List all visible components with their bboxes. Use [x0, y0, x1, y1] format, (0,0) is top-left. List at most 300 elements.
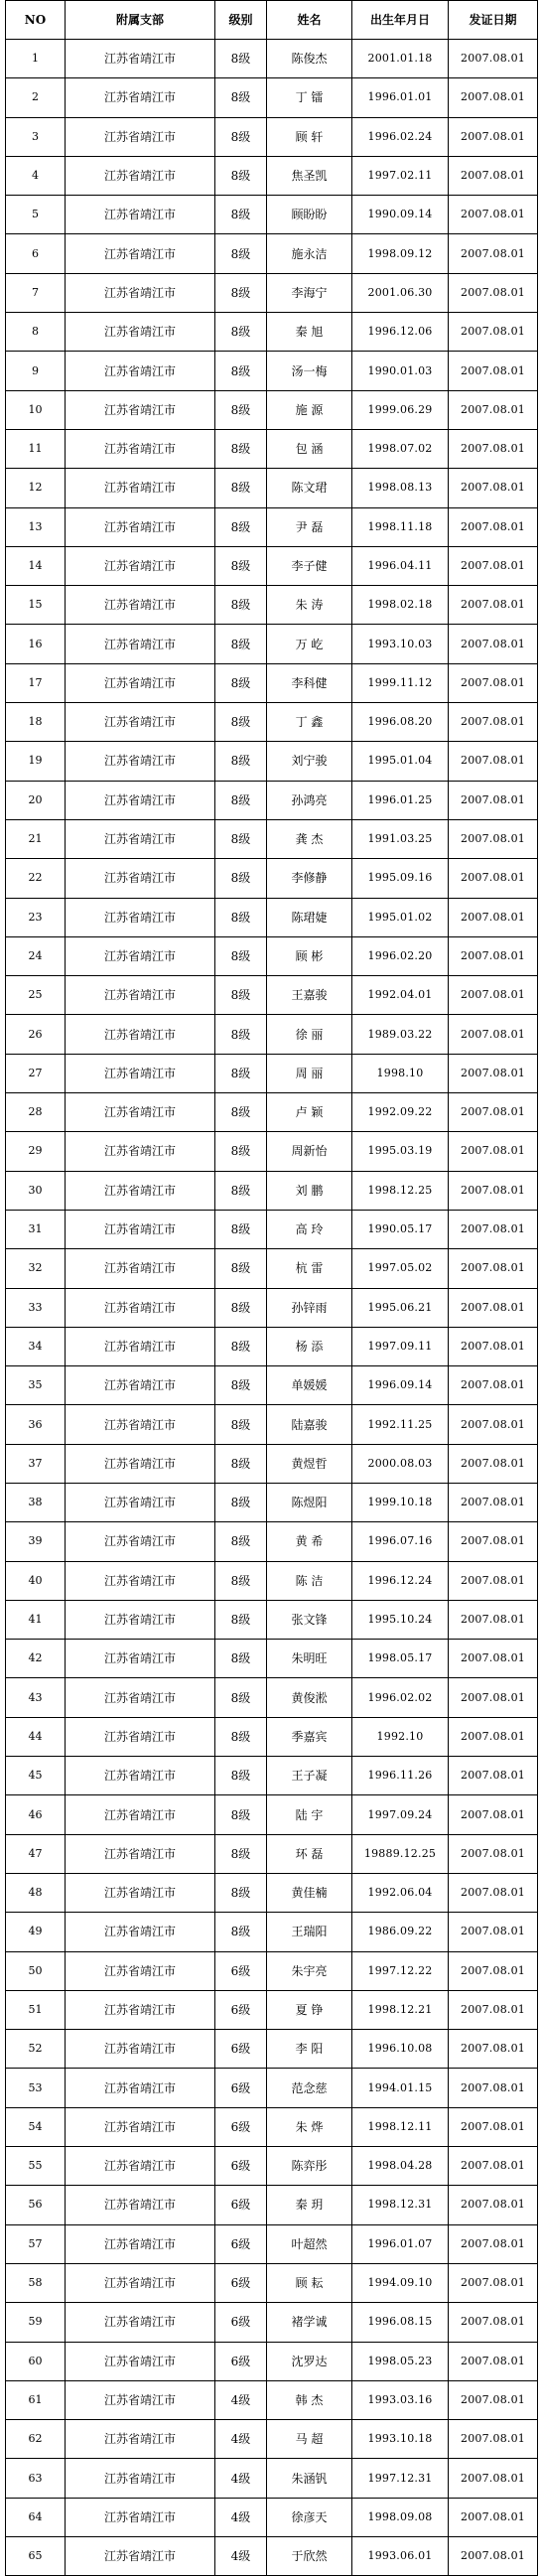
cell-name: 顾盼盼 [267, 196, 352, 234]
table-row [6, 703, 538, 742]
cell-issue-date: 2007.08.01 [449, 859, 538, 898]
cell-issue-date: 2007.08.01 [449, 898, 538, 936]
cell-birthdate: 2000.08.03 [352, 1444, 449, 1483]
cell-branch: 江苏省靖江市 [66, 2186, 215, 2224]
table-row [6, 1913, 538, 1951]
cell-no: 55 [6, 2147, 66, 2186]
header-no: NO [6, 1, 66, 40]
table-row [6, 742, 538, 781]
cell-branch: 江苏省靖江市 [66, 1171, 215, 1210]
cell-branch: 江苏省靖江市 [66, 2537, 215, 2576]
cell-level: 8级 [215, 1600, 267, 1639]
cell-birthdate: 1994.01.15 [352, 2069, 449, 2107]
cell-issue-date: 2007.08.01 [449, 507, 538, 546]
table-row [6, 1990, 538, 2029]
cell-name: 王瑞阳 [267, 1913, 352, 1951]
cell-birthdate: 1998.10 [352, 1054, 449, 1092]
cell-name: 李 阳 [267, 2030, 352, 2069]
cell-issue-date: 2007.08.01 [449, 1522, 538, 1561]
cell-level: 8级 [215, 1132, 267, 1171]
cell-name: 陆嘉骏 [267, 1405, 352, 1444]
cell-branch: 江苏省靖江市 [66, 2030, 215, 2069]
cell-branch: 江苏省靖江市 [66, 742, 215, 781]
cell-name: 朱宇亮 [267, 1951, 352, 1990]
cell-birthdate: 1996.07.16 [352, 1522, 449, 1561]
cell-level: 8级 [215, 1522, 267, 1561]
cell-level: 8级 [215, 859, 267, 898]
cell-birthdate: 1998.12.21 [352, 1990, 449, 2029]
cell-name: 徐彦天 [267, 2498, 352, 2536]
table-row [6, 2069, 538, 2107]
cell-no: 35 [6, 1366, 66, 1405]
cell-issue-date: 2007.08.01 [449, 546, 538, 585]
cell-issue-date: 2007.08.01 [449, 2537, 538, 2576]
cell-birthdate: 1997.12.22 [352, 1951, 449, 1990]
cell-level: 8级 [215, 429, 267, 468]
cell-level: 8级 [215, 507, 267, 546]
cell-birthdate: 1996.12.24 [352, 1561, 449, 1600]
cell-no: 46 [6, 1795, 66, 1834]
cell-name: 孙锌雨 [267, 1288, 352, 1327]
cell-issue-date: 2007.08.01 [449, 703, 538, 742]
cell-issue-date: 2007.08.01 [449, 1210, 538, 1248]
cell-branch: 江苏省靖江市 [66, 2420, 215, 2459]
cell-branch: 江苏省靖江市 [66, 703, 215, 742]
cell-branch: 江苏省靖江市 [66, 546, 215, 585]
table-row [6, 469, 538, 507]
cell-no: 39 [6, 1522, 66, 1561]
cell-birthdate: 1992.11.25 [352, 1405, 449, 1444]
certificate-roster-table [5, 0, 538, 2576]
cell-name: 包 涵 [267, 429, 352, 468]
table-row [6, 507, 538, 546]
cell-birthdate: 1994.09.10 [352, 2263, 449, 2302]
cell-branch: 江苏省靖江市 [66, 1132, 215, 1171]
cell-no: 50 [6, 1951, 66, 1990]
table-row [6, 313, 538, 352]
cell-level: 8级 [215, 40, 267, 78]
cell-name: 李子健 [267, 546, 352, 585]
cell-issue-date: 2007.08.01 [449, 1834, 538, 1873]
cell-no: 60 [6, 2342, 66, 2380]
cell-name: 焦圣凯 [267, 156, 352, 195]
cell-no: 34 [6, 1327, 66, 1365]
cell-name: 顾 彬 [267, 936, 352, 975]
cell-branch: 江苏省靖江市 [66, 625, 215, 663]
cell-name: 杭 雷 [267, 1249, 352, 1288]
cell-name: 顾 轩 [267, 117, 352, 156]
cell-level: 8级 [215, 742, 267, 781]
cell-issue-date: 2007.08.01 [449, 819, 538, 858]
table-row [6, 1171, 538, 1210]
table-row [6, 78, 538, 117]
cell-level: 4级 [215, 2498, 267, 2536]
cell-birthdate: 2001.01.18 [352, 40, 449, 78]
cell-level: 8级 [215, 1834, 267, 1873]
cell-birthdate: 1990.01.03 [352, 352, 449, 390]
cell-no: 27 [6, 1054, 66, 1092]
cell-level: 8级 [215, 1249, 267, 1288]
cell-branch: 江苏省靖江市 [66, 156, 215, 195]
cell-level: 4级 [215, 2420, 267, 2459]
cell-name: 陈俊杰 [267, 40, 352, 78]
cell-issue-date: 2007.08.01 [449, 2342, 538, 2380]
cell-level: 8级 [215, 352, 267, 390]
cell-issue-date: 2007.08.01 [449, 1951, 538, 1990]
cell-issue-date: 2007.08.01 [449, 2030, 538, 2069]
cell-issue-date: 2007.08.01 [449, 1171, 538, 1210]
cell-level: 8级 [215, 1054, 267, 1092]
cell-name: 环 磊 [267, 1834, 352, 1873]
cell-name: 黄煜哲 [267, 1444, 352, 1483]
cell-level: 8级 [215, 1873, 267, 1912]
cell-branch: 江苏省靖江市 [66, 1990, 215, 2029]
cell-branch: 江苏省靖江市 [66, 1210, 215, 1248]
table-row [6, 976, 538, 1015]
cell-no: 18 [6, 703, 66, 742]
cell-no: 24 [6, 936, 66, 975]
cell-name: 褚学诚 [267, 2303, 352, 2342]
table-row [6, 1288, 538, 1327]
table-row [6, 1522, 538, 1561]
cell-no: 59 [6, 2303, 66, 2342]
cell-birthdate: 1996.08.15 [352, 2303, 449, 2342]
cell-no: 33 [6, 1288, 66, 1327]
table-row [6, 2498, 538, 2536]
cell-name: 秦 旭 [267, 313, 352, 352]
cell-issue-date: 2007.08.01 [449, 1913, 538, 1951]
cell-branch: 江苏省靖江市 [66, 1561, 215, 1600]
cell-level: 8级 [215, 1717, 267, 1756]
cell-name: 夏 铮 [267, 1990, 352, 2029]
cell-birthdate: 1998.05.23 [352, 2342, 449, 2380]
cell-name: 李科健 [267, 663, 352, 702]
table-row [6, 2147, 538, 2186]
cell-issue-date: 2007.08.01 [449, 1054, 538, 1092]
cell-birthdate: 1993.10.03 [352, 625, 449, 663]
cell-no: 2 [6, 78, 66, 117]
cell-name: 顾 耘 [267, 2263, 352, 2302]
cell-branch: 江苏省靖江市 [66, 1015, 215, 1054]
table-row [6, 2263, 538, 2302]
cell-branch: 江苏省靖江市 [66, 1522, 215, 1561]
cell-issue-date: 2007.08.01 [449, 117, 538, 156]
cell-birthdate: 1995.01.02 [352, 898, 449, 936]
table-row [6, 2342, 538, 2380]
cell-name: 施永洁 [267, 234, 352, 273]
cell-issue-date: 2007.08.01 [449, 976, 538, 1015]
table-row [6, 1561, 538, 1600]
cell-name: 叶超然 [267, 2224, 352, 2263]
cell-branch: 江苏省靖江市 [66, 1834, 215, 1873]
roster-body [6, 40, 538, 2576]
cell-no: 22 [6, 859, 66, 898]
cell-branch: 江苏省靖江市 [66, 1444, 215, 1483]
cell-birthdate: 1995.09.16 [352, 859, 449, 898]
cell-branch: 江苏省靖江市 [66, 859, 215, 898]
cell-no: 53 [6, 2069, 66, 2107]
cell-no: 26 [6, 1015, 66, 1054]
cell-branch: 江苏省靖江市 [66, 1327, 215, 1365]
cell-branch: 江苏省靖江市 [66, 1873, 215, 1912]
cell-issue-date: 2007.08.01 [449, 1678, 538, 1717]
cell-birthdate: 1993.10.18 [352, 2420, 449, 2459]
cell-issue-date: 2007.08.01 [449, 469, 538, 507]
cell-birthdate: 1995.01.04 [352, 742, 449, 781]
table-row [6, 1366, 538, 1405]
table-row [6, 1757, 538, 1795]
cell-level: 6级 [215, 2224, 267, 2263]
cell-no: 11 [6, 429, 66, 468]
cell-level: 8级 [215, 1483, 267, 1521]
cell-no: 51 [6, 1990, 66, 2029]
cell-birthdate: 2001.06.30 [352, 273, 449, 312]
cell-birthdate: 1998.11.18 [352, 507, 449, 546]
cell-name: 韩 杰 [267, 2380, 352, 2419]
cell-issue-date: 2007.08.01 [449, 1249, 538, 1288]
cell-level: 4级 [215, 2459, 267, 2498]
cell-no: 9 [6, 352, 66, 390]
cell-birthdate: 1997.09.11 [352, 1327, 449, 1365]
cell-level: 8级 [215, 1405, 267, 1444]
cell-name: 陈珺婕 [267, 898, 352, 936]
cell-name: 徐 丽 [267, 1015, 352, 1054]
cell-level: 6级 [215, 2186, 267, 2224]
cell-no: 3 [6, 117, 66, 156]
cell-issue-date: 2007.08.01 [449, 1757, 538, 1795]
cell-birthdate: 1992.04.01 [352, 976, 449, 1015]
cell-name: 王子凝 [267, 1757, 352, 1795]
cell-birthdate: 1996.12.06 [352, 313, 449, 352]
cell-issue-date: 2007.08.01 [449, 273, 538, 312]
cell-birthdate: 1996.08.20 [352, 703, 449, 742]
cell-branch: 江苏省靖江市 [66, 1678, 215, 1717]
table-row [6, 234, 538, 273]
header-issue-date: 发证日期 [449, 1, 538, 40]
cell-branch: 江苏省靖江市 [66, 1249, 215, 1288]
cell-issue-date: 2007.08.01 [449, 742, 538, 781]
cell-branch: 江苏省靖江市 [66, 2069, 215, 2107]
cell-name: 卢 颖 [267, 1093, 352, 1132]
table-row [6, 1405, 538, 1444]
cell-name: 朱明旺 [267, 1640, 352, 1678]
cell-name: 范念慈 [267, 2069, 352, 2107]
cell-no: 10 [6, 390, 66, 429]
cell-level: 8级 [215, 234, 267, 273]
cell-branch: 江苏省靖江市 [66, 1093, 215, 1132]
cell-name: 孙鸿亮 [267, 781, 352, 819]
cell-birthdate: 1998.12.31 [352, 2186, 449, 2224]
cell-level: 8级 [215, 1288, 267, 1327]
cell-birthdate: 1998.08.13 [352, 469, 449, 507]
cell-branch: 江苏省靖江市 [66, 273, 215, 312]
cell-issue-date: 2007.08.01 [449, 586, 538, 625]
cell-level: 8级 [215, 1678, 267, 1717]
cell-name: 周新怡 [267, 1132, 352, 1171]
cell-branch: 江苏省靖江市 [66, 2263, 215, 2302]
cell-issue-date: 2007.08.01 [449, 1366, 538, 1405]
cell-name: 马 超 [267, 2420, 352, 2459]
cell-birthdate: 1996.01.07 [352, 2224, 449, 2263]
cell-branch: 江苏省靖江市 [66, 507, 215, 546]
cell-no: 65 [6, 2537, 66, 2576]
cell-level: 8级 [215, 898, 267, 936]
cell-name: 陈 洁 [267, 1561, 352, 1600]
cell-level: 8级 [215, 586, 267, 625]
cell-no: 21 [6, 819, 66, 858]
cell-issue-date: 2007.08.01 [449, 1873, 538, 1912]
cell-no: 5 [6, 196, 66, 234]
cell-issue-date: 2007.08.01 [449, 2224, 538, 2263]
cell-birthdate: 1999.06.29 [352, 390, 449, 429]
table-row [6, 586, 538, 625]
cell-no: 38 [6, 1483, 66, 1521]
cell-birthdate: 1996.01.01 [352, 78, 449, 117]
cell-no: 36 [6, 1405, 66, 1444]
cell-name: 于欣然 [267, 2537, 352, 2576]
cell-branch: 江苏省靖江市 [66, 781, 215, 819]
cell-issue-date: 2007.08.01 [449, 1288, 538, 1327]
cell-issue-date: 2007.08.01 [449, 936, 538, 975]
cell-no: 54 [6, 2107, 66, 2146]
cell-name: 周 丽 [267, 1054, 352, 1092]
cell-birthdate: 1998.12.11 [352, 2107, 449, 2146]
table-row [6, 1640, 538, 1678]
table-row [6, 1873, 538, 1912]
cell-level: 8级 [215, 625, 267, 663]
cell-no: 49 [6, 1913, 66, 1951]
table-row [6, 1093, 538, 1132]
table-row [6, 2030, 538, 2069]
cell-branch: 江苏省靖江市 [66, 2224, 215, 2263]
cell-level: 8级 [215, 936, 267, 975]
cell-name: 杨 添 [267, 1327, 352, 1365]
cell-birthdate: 1998.09.12 [352, 234, 449, 273]
cell-birthdate: 1992.10 [352, 1717, 449, 1756]
cell-branch: 江苏省靖江市 [66, 2147, 215, 2186]
cell-level: 8级 [215, 1561, 267, 1600]
table-row [6, 2420, 538, 2459]
cell-no: 31 [6, 1210, 66, 1248]
cell-branch: 江苏省靖江市 [66, 2107, 215, 2146]
table-row [6, 2303, 538, 2342]
cell-birthdate: 1998.05.17 [352, 1640, 449, 1678]
cell-branch: 江苏省靖江市 [66, 234, 215, 273]
cell-name: 季嘉宾 [267, 1717, 352, 1756]
cell-branch: 江苏省靖江市 [66, 352, 215, 390]
cell-level: 8级 [215, 196, 267, 234]
header-birthdate: 出生年月日 [352, 1, 449, 40]
cell-name: 刘 鹏 [267, 1171, 352, 1210]
cell-birthdate: 1998.12.25 [352, 1171, 449, 1210]
cell-level: 8级 [215, 469, 267, 507]
table-row [6, 1249, 538, 1288]
cell-level: 8级 [215, 546, 267, 585]
cell-birthdate: 1995.03.19 [352, 1132, 449, 1171]
cell-no: 30 [6, 1171, 66, 1210]
cell-level: 8级 [215, 819, 267, 858]
cell-no: 8 [6, 313, 66, 352]
cell-level: 8级 [215, 1757, 267, 1795]
cell-level: 8级 [215, 1444, 267, 1483]
cell-birthdate: 1996.02.02 [352, 1678, 449, 1717]
cell-branch: 江苏省靖江市 [66, 1288, 215, 1327]
cell-birthdate: 1996.02.24 [352, 117, 449, 156]
cell-level: 6级 [215, 1951, 267, 1990]
cell-level: 8级 [215, 1913, 267, 1951]
cell-branch: 江苏省靖江市 [66, 1600, 215, 1639]
cell-branch: 江苏省靖江市 [66, 936, 215, 975]
cell-issue-date: 2007.08.01 [449, 1015, 538, 1054]
cell-issue-date: 2007.08.01 [449, 2498, 538, 2536]
cell-birthdate: 1996.09.14 [352, 1366, 449, 1405]
cell-issue-date: 2007.08.01 [449, 1600, 538, 1639]
cell-no: 45 [6, 1757, 66, 1795]
cell-name: 黄 希 [267, 1522, 352, 1561]
table-row [6, 2224, 538, 2263]
cell-birthdate: 1998.02.18 [352, 586, 449, 625]
cell-issue-date: 2007.08.01 [449, 352, 538, 390]
cell-branch: 江苏省靖江市 [66, 429, 215, 468]
cell-level: 6级 [215, 2263, 267, 2302]
cell-name: 朱涵钒 [267, 2459, 352, 2498]
cell-level: 6级 [215, 2342, 267, 2380]
cell-name: 王嘉骏 [267, 976, 352, 1015]
cell-level: 8级 [215, 1093, 267, 1132]
cell-birthdate: 1999.10.18 [352, 1483, 449, 1521]
cell-birthdate: 1998.07.02 [352, 429, 449, 468]
cell-no: 4 [6, 156, 66, 195]
table-row [6, 117, 538, 156]
table-row [6, 429, 538, 468]
cell-issue-date: 2007.08.01 [449, 2107, 538, 2146]
cell-name: 陈煜阳 [267, 1483, 352, 1521]
cell-no: 48 [6, 1873, 66, 1912]
cell-birthdate: 1997.02.11 [352, 156, 449, 195]
cell-no: 17 [6, 663, 66, 702]
cell-no: 42 [6, 1640, 66, 1678]
cell-name: 沈罗达 [267, 2342, 352, 2380]
cell-birthdate: 1992.09.22 [352, 1093, 449, 1132]
cell-name: 黄俊淞 [267, 1678, 352, 1717]
table-row [6, 196, 538, 234]
cell-birthdate: 19889.12.25 [352, 1834, 449, 1873]
cell-level: 6级 [215, 2107, 267, 2146]
cell-branch: 江苏省靖江市 [66, 469, 215, 507]
table-row [6, 819, 538, 858]
cell-issue-date: 2007.08.01 [449, 1132, 538, 1171]
cell-issue-date: 2007.08.01 [449, 1990, 538, 2029]
cell-no: 29 [6, 1132, 66, 1171]
cell-no: 15 [6, 586, 66, 625]
cell-issue-date: 2007.08.01 [449, 2069, 538, 2107]
cell-name: 陈弈彤 [267, 2147, 352, 2186]
cell-level: 8级 [215, 117, 267, 156]
cell-issue-date: 2007.08.01 [449, 40, 538, 78]
table-row [6, 2537, 538, 2576]
table-row [6, 1678, 538, 1717]
cell-no: 16 [6, 625, 66, 663]
cell-branch: 江苏省靖江市 [66, 1405, 215, 1444]
cell-level: 6级 [215, 1990, 267, 2029]
cell-level: 8级 [215, 781, 267, 819]
cell-no: 25 [6, 976, 66, 1015]
cell-level: 4级 [215, 2380, 267, 2419]
cell-birthdate: 1993.06.01 [352, 2537, 449, 2576]
cell-issue-date: 2007.08.01 [449, 429, 538, 468]
cell-level: 8级 [215, 78, 267, 117]
cell-no: 58 [6, 2263, 66, 2302]
